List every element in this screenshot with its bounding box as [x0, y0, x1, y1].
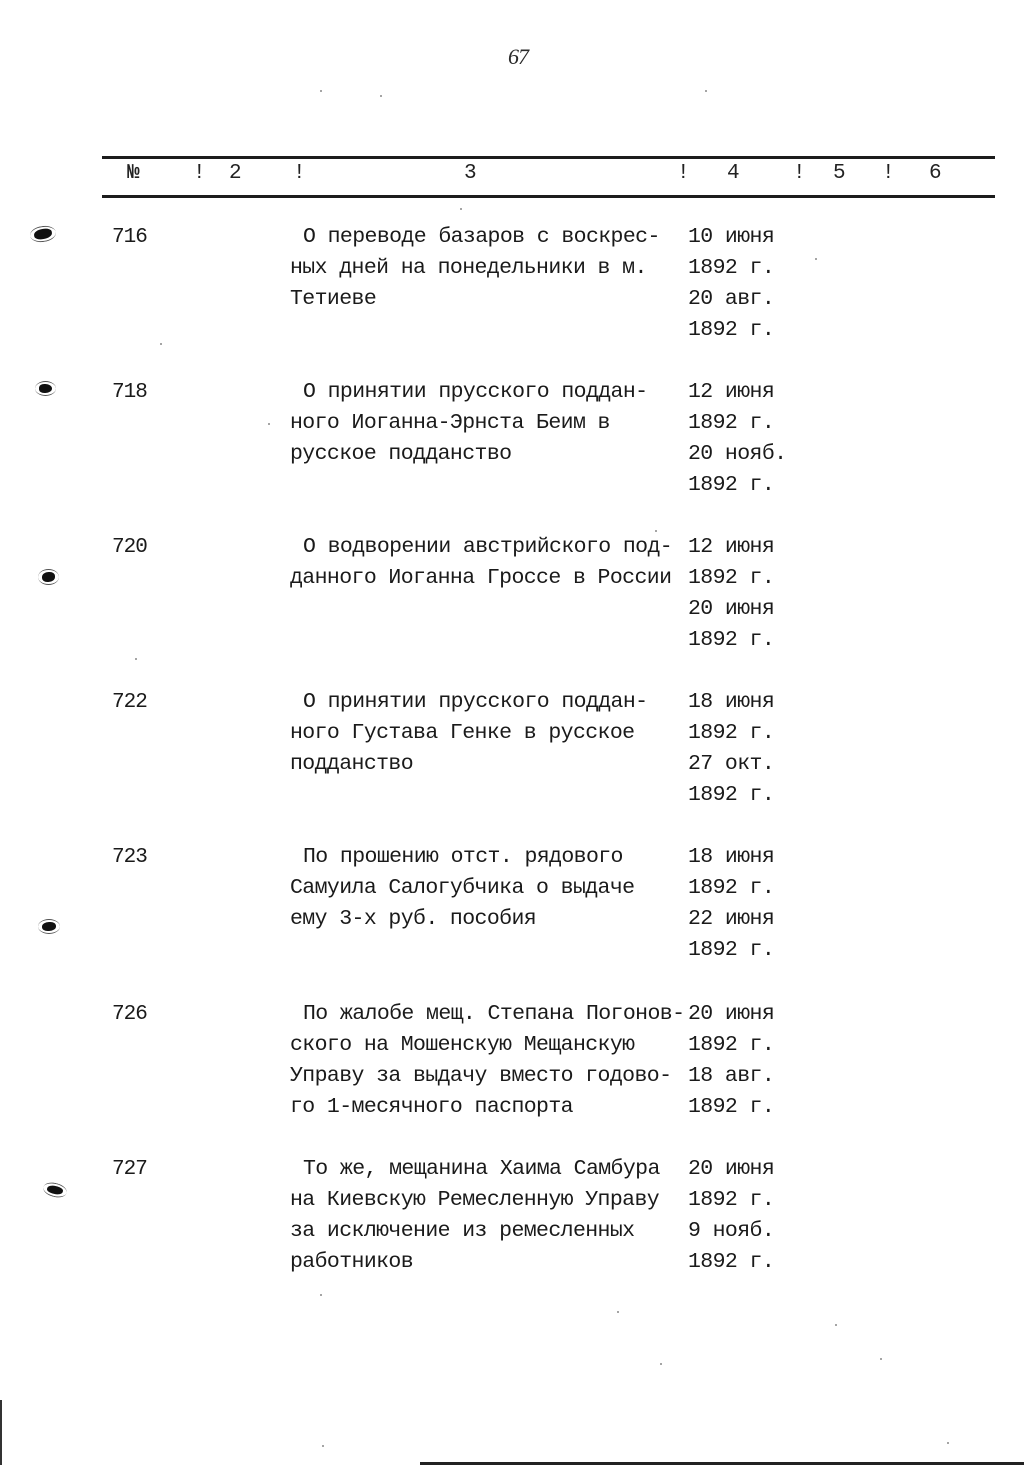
entry-number: 722: [112, 691, 147, 714]
scan-speck: [880, 1358, 882, 1360]
description-line: на Киевскую Ремесленную Управу: [290, 1188, 660, 1212]
date-line: 1892 г.: [688, 783, 775, 807]
description-line: О переводе базаров с воскрес-: [303, 225, 660, 249]
scan-speck: [322, 1445, 324, 1447]
date-line: 20 нояб.: [688, 442, 787, 466]
date-line: 1892 г.: [688, 721, 775, 745]
description-line: ему 3-х руб. пособия: [290, 907, 537, 931]
date-line: 1892 г.: [688, 628, 775, 652]
entry-dates: [688, 532, 808, 656]
date-line: 12 июня: [688, 535, 775, 559]
entry-number: 720: [112, 536, 147, 559]
scan-speck: [617, 1311, 619, 1313]
header-separator: !: [677, 162, 690, 185]
scan-speck: [655, 530, 657, 532]
entry-description: [290, 1154, 690, 1278]
date-line: 1892 г.: [688, 411, 775, 435]
entry-description: [290, 999, 690, 1123]
punch-hole-icon: [39, 384, 52, 393]
scan-speck: [135, 658, 137, 660]
description-line: ных дней на понедельники в м.: [290, 256, 647, 280]
entry-description: [290, 687, 690, 780]
date-line: 12 июня: [688, 380, 775, 404]
page-number: 67: [508, 44, 528, 69]
scan-speck: [320, 1294, 322, 1296]
date-line: 1892 г.: [688, 318, 775, 342]
entry-number: 723: [112, 846, 147, 869]
scan-speck: [660, 1363, 662, 1365]
description-line: русское подданство: [290, 442, 512, 466]
header-bottom-rule: [102, 195, 995, 198]
entry-description: [290, 222, 690, 315]
date-line: 1892 г.: [688, 1250, 775, 1274]
entry-number: 718: [112, 381, 147, 404]
description-line: ного Густава Генке в русское: [290, 721, 635, 745]
entry-dates: [688, 842, 808, 966]
entry-dates: [688, 999, 808, 1123]
entry-dates: [688, 1154, 808, 1278]
description-line: О принятии прусского поддан-: [303, 380, 648, 404]
description-line: ного Иоганна-Эрнста Беим в: [290, 411, 610, 435]
description-line: данного Иоганна Гроссе в России: [290, 566, 672, 590]
date-line: 9 нояб.: [688, 1219, 775, 1243]
punch-hole-icon: [42, 572, 55, 582]
scan-speck: [815, 258, 817, 260]
date-line: 1892 г.: [688, 876, 775, 900]
entry-dates: [688, 377, 808, 501]
date-line: 10 июня: [688, 225, 775, 249]
entry-description: [290, 842, 690, 935]
scan-left-edge: [0, 1400, 2, 1465]
date-line: 1892 г.: [688, 473, 775, 497]
date-line: 18 июня: [688, 845, 775, 869]
date-line: 22 июня: [688, 907, 775, 931]
punch-hole-icon: [33, 228, 52, 240]
date-line: 18 июня: [688, 690, 775, 714]
header-col-4: 4: [727, 162, 740, 185]
description-line: О принятии прусского поддан-: [303, 690, 648, 714]
header-col-2: 2: [229, 162, 242, 185]
entry-description: [290, 377, 690, 470]
scan-speck: [705, 90, 707, 92]
date-line: 1892 г.: [688, 938, 775, 962]
entry-dates: [688, 222, 808, 346]
description-line: О водворении австрийского под-: [303, 535, 673, 559]
header-separator: !: [293, 162, 306, 185]
entry-number: 716: [112, 226, 147, 249]
scan-speck: [160, 343, 162, 345]
punch-hole-icon: [42, 922, 56, 931]
date-line: 18 авг.: [688, 1064, 775, 1088]
date-line: 1892 г.: [688, 1033, 775, 1057]
date-line: 1892 г.: [688, 1188, 775, 1212]
description-line: Самуила Салогубчика о выдаче: [290, 876, 635, 900]
scan-speck: [460, 208, 462, 210]
description-line: работников: [290, 1250, 414, 1274]
date-line: 20 июня: [688, 1157, 775, 1181]
date-line: 20 июня: [688, 597, 775, 621]
scan-speck: [320, 90, 322, 92]
scan-speck: [268, 423, 270, 425]
description-line: за исключение из ремесленных: [290, 1219, 635, 1243]
description-line: По жалобе мещ. Степана Погонов-: [303, 1002, 685, 1026]
entry-number: 727: [112, 1158, 147, 1181]
entry-description: [290, 532, 690, 594]
description-line: Управу за выдачу вместо годово-: [290, 1064, 672, 1088]
header-col-3: 3: [464, 162, 477, 185]
date-line: 1892 г.: [688, 1095, 775, 1119]
punch-hole-icon: [46, 1184, 63, 1196]
header-separator: !: [793, 162, 806, 185]
header-col-number: №: [127, 162, 140, 185]
description-line: Тетиеве: [290, 287, 377, 311]
header-col-6: 6: [929, 162, 942, 185]
entry-dates: [688, 687, 808, 811]
entry-number: 726: [112, 1003, 147, 1026]
scan-speck: [380, 95, 382, 97]
date-line: 20 авг.: [688, 287, 775, 311]
description-line: ского на Мошенскую Мещанскую: [290, 1033, 635, 1057]
scan-speck: [947, 1442, 949, 1444]
description-line: подданство: [290, 752, 414, 776]
date-line: 1892 г.: [688, 256, 775, 280]
description-line: го 1-месячного паспорта: [290, 1095, 573, 1119]
scan-speck: [835, 1324, 837, 1326]
description-line: По прошению отст. рядового: [303, 845, 623, 869]
date-line: 1892 г.: [688, 566, 775, 590]
header-top-rule: [102, 156, 995, 159]
date-line: 27 окт.: [688, 752, 775, 776]
description-line: То же, мещанина Хаима Самбура: [303, 1157, 660, 1181]
date-line: 20 июня: [688, 1002, 775, 1026]
header-separator: !: [882, 162, 895, 185]
header-col-5: 5: [833, 162, 846, 185]
header-separator: !: [193, 162, 206, 185]
